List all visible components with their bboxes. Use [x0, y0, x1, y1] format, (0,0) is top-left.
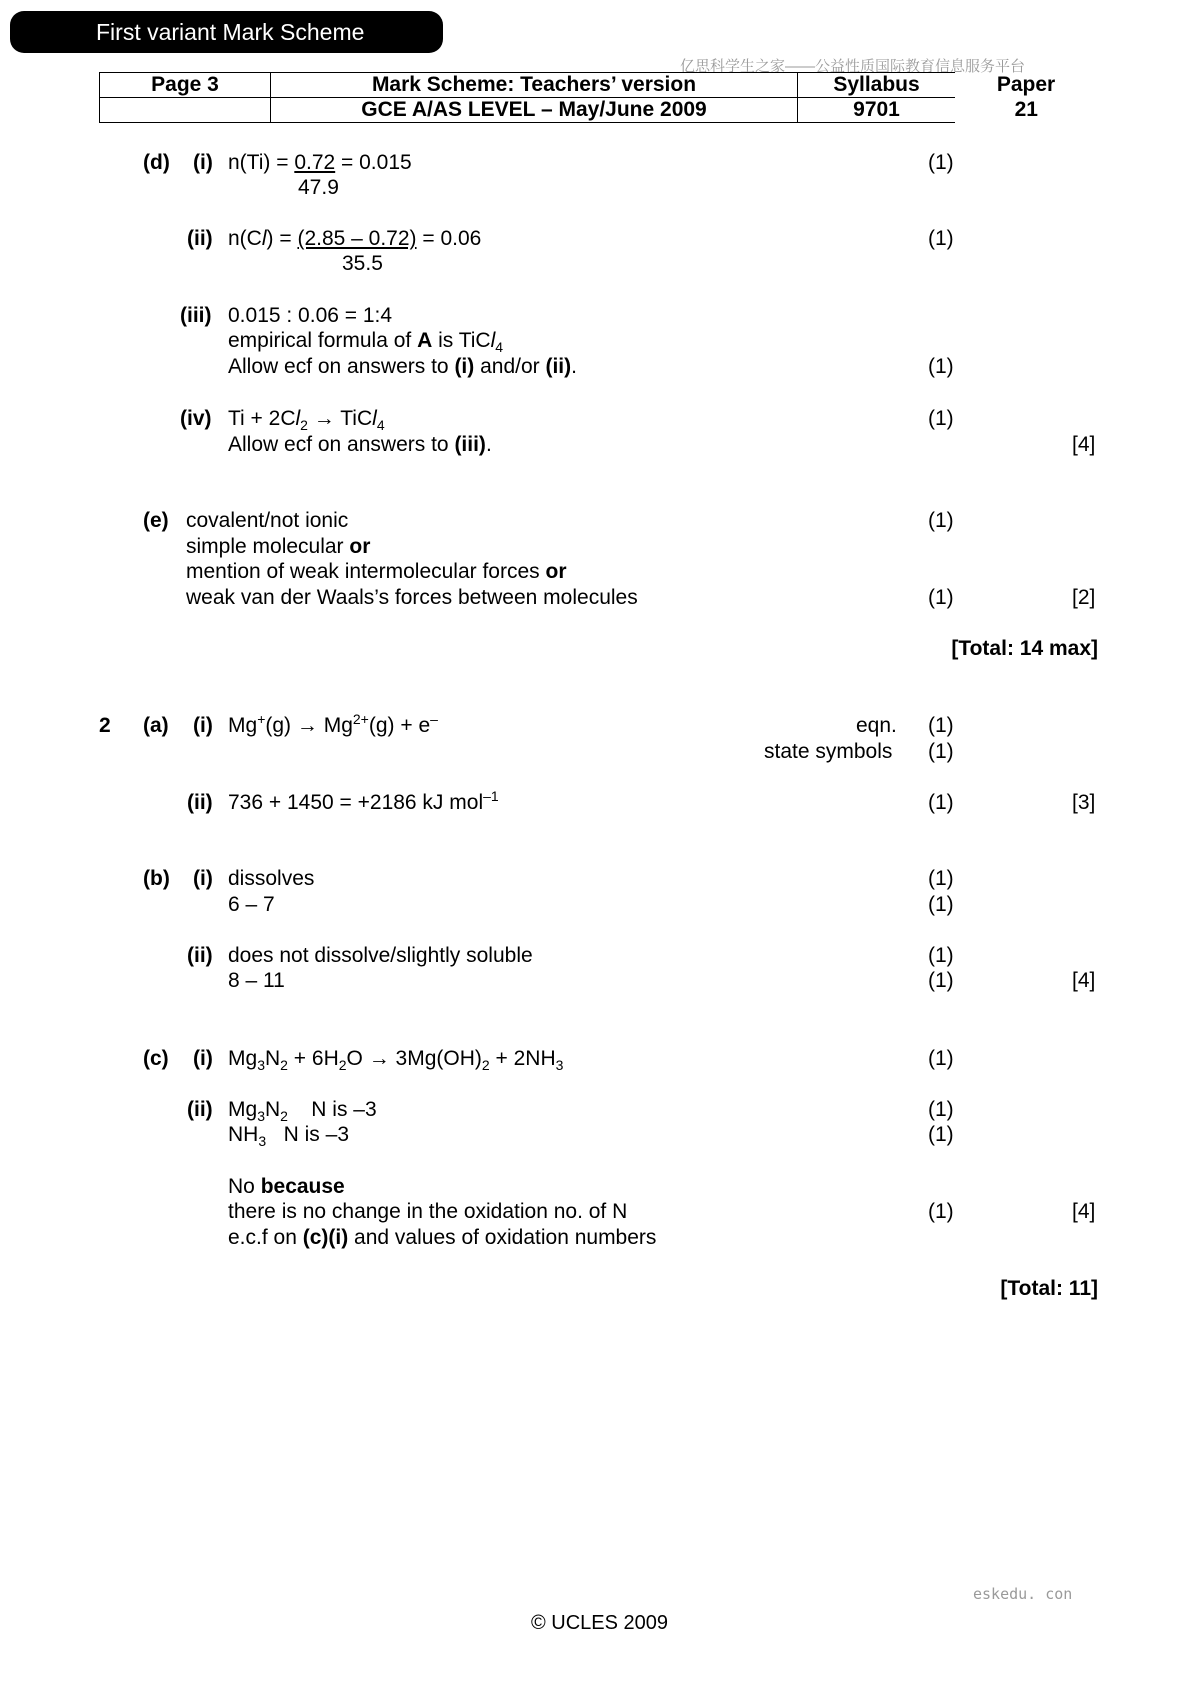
exam-title: GCE A/AS LEVEL – May/June 2009	[271, 98, 798, 123]
dii-equation: n(Cl) = (2.85 – 0.72) = 0.06	[228, 227, 482, 250]
e-mark-1: (1)	[928, 509, 954, 532]
copyright-footer: © UCLES 2009	[531, 1612, 669, 1634]
bii-mark-2: (1)	[928, 969, 954, 992]
diii-empirical-formula: empirical formula of A is TiCl$_4$	[228, 329, 504, 356]
ai-eqn-label: eqn.	[856, 714, 897, 737]
aii-calculation: 736 + 1450 = +2186 kJ mol$^{-1}$	[228, 788, 499, 814]
page-number: Page 3	[100, 73, 271, 98]
part-d-total: [4]	[1072, 433, 1096, 456]
div-mark: (1)	[928, 407, 954, 430]
syllabus-label: Syllabus	[798, 73, 956, 98]
paper-label: Paper	[996, 73, 1056, 96]
question-1-total: [Total: 14 max]	[951, 637, 1098, 660]
ci-mark: (1)	[928, 1047, 954, 1070]
part-2aii-label: (ii)	[187, 791, 213, 814]
e-line-2: simple molecular or	[186, 535, 371, 558]
e-line-4: weak van der Waals’s forces between molecules	[186, 586, 638, 609]
dii-mark: (1)	[928, 227, 954, 250]
syllabus-code: 9701	[798, 98, 956, 123]
e-line-3: mention of weak intermolecular forces or	[186, 560, 567, 583]
part-di-label: (i)	[193, 151, 213, 174]
question-2-number: 2	[99, 714, 111, 737]
bi-mark-2: (1)	[928, 893, 954, 916]
diii-ratio: 0.015 : 0.06 = 1:4	[228, 304, 393, 327]
bi-mark-1: (1)	[928, 867, 954, 890]
part-e-total: [2]	[1072, 586, 1096, 609]
cii-mark-1: (1)	[928, 1098, 954, 1121]
part-div-label: (iv)	[180, 407, 212, 430]
cii-line-2: $NH_3$ N is –3	[228, 1123, 350, 1150]
cii-line-1: $Mg_3N_2$ N is –3	[228, 1098, 377, 1125]
paper-number: 21	[1014, 98, 1038, 121]
watermark-top: 亿思科学生之家——公益性质国际教育信息服务平台	[680, 58, 1026, 75]
ci-equation: $Mg_3N_2 + 6H_2O \to 3Mg(OH)_2 + 2NH_3$	[228, 1047, 564, 1074]
part-2a-label: (a)	[143, 714, 169, 737]
ai-mark-2: (1)	[928, 740, 954, 763]
bii-line-2: 8 – 11	[228, 969, 285, 992]
ai-mark-1: (1)	[928, 714, 954, 737]
bi-line-2: 6 – 7	[228, 893, 275, 916]
ai-equation: $Mg^+(g) \to Mg^{2+}(g) + e^-$	[228, 711, 438, 737]
part-d-label: (d)	[143, 151, 170, 174]
page-blank	[100, 98, 271, 123]
dii-denominator: 35.5	[342, 252, 383, 275]
aii-mark: (1)	[928, 791, 954, 814]
part-diii-label: (iii)	[180, 304, 212, 327]
cii-reason: there is no change in the oxidation no. of N	[228, 1200, 628, 1223]
part-2bii-label: (ii)	[187, 944, 213, 967]
di-mark: (1)	[928, 151, 954, 174]
part-2b-total: [4]	[1072, 969, 1096, 992]
ai-state-symbols-label: state symbols	[764, 740, 893, 763]
part-2bi-label: (i)	[193, 867, 213, 890]
part-e-label: (e)	[143, 509, 169, 532]
header-table	[99, 72, 1098, 123]
part-2cii-label: (ii)	[187, 1098, 213, 1121]
part-2b-label: (b)	[143, 867, 170, 890]
part-2c-label: (c)	[143, 1047, 169, 1070]
question-2-total: [Total: 11]	[1000, 1277, 1098, 1300]
cii-mark-3: (1)	[928, 1200, 954, 1223]
part-2ci-label: (i)	[193, 1047, 213, 1070]
part-2ai-label: (i)	[193, 714, 213, 737]
watermark-bottom: eskedu. con	[973, 1585, 1073, 1603]
bii-mark-1: (1)	[928, 944, 954, 967]
variant-banner: First variant Mark Scheme	[10, 11, 443, 53]
cii-mark-2: (1)	[928, 1123, 954, 1146]
di-denominator: 47.9	[298, 176, 339, 199]
part-dii-label: (ii)	[187, 227, 213, 250]
di-equation: n(Ti) = 0.72 = 0.015	[228, 151, 412, 174]
e-line-1: covalent/not ionic	[186, 509, 349, 532]
cii-ecf-note: e.c.f on (c)(i) and values of oxidation numbers	[228, 1226, 657, 1249]
part-2c-total: [4]	[1072, 1200, 1096, 1223]
div-equation: $Ti + 2Cl_2$ → TiCl$_4$	[228, 407, 385, 434]
diii-mark: (1)	[928, 355, 954, 378]
bi-line-1: dissolves	[228, 867, 315, 890]
diii-ecf-note: Allow ecf on answers to (i) and/or (ii).	[228, 355, 577, 378]
scheme-title: Mark Scheme: Teachers’ version	[271, 73, 798, 98]
part-2a-total: [3]	[1072, 791, 1096, 814]
e-mark-2: (1)	[928, 586, 954, 609]
bii-line-1: does not dissolve/slightly soluble	[228, 944, 533, 967]
cii-conclusion: No because	[228, 1175, 345, 1198]
div-ecf-note: Allow ecf on answers to (iii).	[228, 433, 492, 456]
